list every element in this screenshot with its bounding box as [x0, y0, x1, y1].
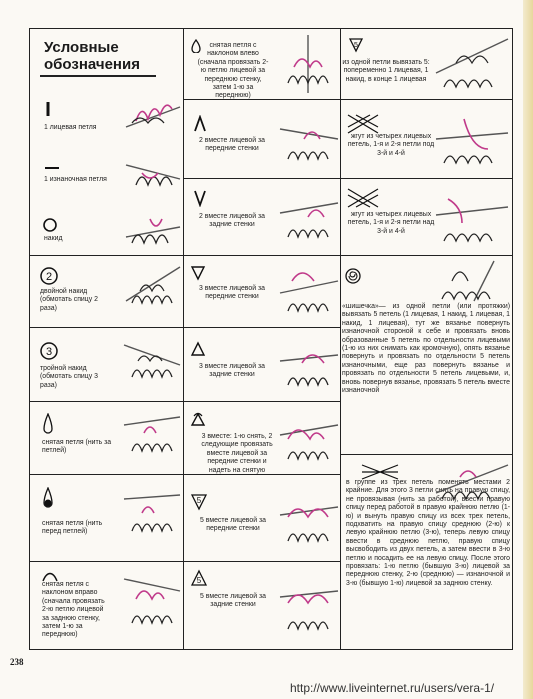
triple-yarn-over-illustration — [122, 335, 182, 383]
title-underline — [40, 75, 156, 77]
row-divider — [183, 327, 340, 328]
source-url: http://www.liveinternet.ru/users/vera-1/ — [290, 681, 495, 695]
k5tog-back-illustration — [278, 567, 340, 639]
slip-stitch-front-symbol-icon — [42, 487, 54, 509]
triple-yarn-over-label: тройной накид (обмотать спицу 3 раза) — [40, 365, 98, 389]
page-title: Условные обозначения — [44, 39, 140, 73]
slip-stitch-left-lean-label: снятая петля с наклоном влево (сначала провязать 2-ю петлю лицевой за переднюю стенку, затем 1-ю за переднюю) — [197, 42, 269, 100]
svg-text:5: 5 — [196, 576, 202, 585]
k5tog-back-label: 5 вместе лицевой за задние стенки — [200, 593, 266, 609]
knit-stitch-symbol-icon — [44, 101, 52, 117]
k2tog-back-illustration — [278, 187, 340, 243]
row-divider — [183, 401, 340, 402]
double-yarn-over-illustration — [122, 261, 182, 309]
k3tog-front-illustration — [278, 261, 340, 317]
bobble-label: «шишечка»— из одной петли (или протяжки) вывязать 5 петель (1 лицевая, 1 накид, 1 лицевая, 1 накид, 1 лицевая), тут же вязанье повернуть изнаночной стороной к себе и провязать вновь образованные 5 петель по отдельности лицевыми (1-ю из них снимать как кромочную), опять вязанье повернуть и провязать по отдельности 5 петель изнаночными, еще раз повернуть вязанье и провязать по отдельности 5 петель лицевыми, и, вновь повернув вязанье, провязать 5 петель вместе изнаночной — [342, 303, 510, 395]
yarn-over-symbol-icon — [42, 217, 58, 233]
bobble-illustration — [434, 259, 510, 303]
purl-stitch-label: 1 изнаночная петля — [44, 176, 107, 183]
cable-over-label: жгут из четырех лицевых петель, 1-я и 2-я петли над 3-й и 4-й — [347, 211, 435, 235]
purl-stitch-illustration — [122, 159, 182, 199]
double-yarn-over-label: двойной накид (обмотать спицу 2 раза) — [40, 288, 98, 312]
row-divider — [183, 255, 340, 256]
slip-stitch-back-label: снятая петля (нить за петлей) — [42, 439, 112, 455]
three-stitch-cross-illustration — [434, 457, 510, 501]
triple-yarn-over-symbol-icon — [39, 341, 59, 361]
k3tog-back-label: 3 вместе лицевой за задние стенки — [199, 363, 265, 379]
row-divider — [340, 255, 512, 256]
row-divider — [30, 327, 183, 328]
purl-stitch-symbol-icon — [44, 165, 60, 171]
row-divider — [30, 474, 183, 475]
increase-five-illustration — [434, 33, 510, 95]
column-divider — [183, 29, 184, 649]
cable-under-label: жгут из четырех лицевых петель, 1-я и 2-я петли под 3-й и 4-й — [347, 133, 435, 157]
slip-stitch-back-symbol-icon — [42, 413, 54, 435]
symbols-table — [29, 28, 513, 650]
increase-five-symbol-icon — [348, 37, 364, 53]
slip-stitch-right-lean-illustration — [122, 569, 182, 629]
k2tog-back-label: 2 вместе лицевой за задние стенки — [199, 213, 265, 229]
k5tog-front-label: 5 вместе лицевой за передние стенки — [200, 517, 266, 533]
k5tog-front-illustration — [278, 481, 340, 551]
cable-over-symbol-icon — [346, 187, 380, 209]
knit-stitch-label: 1 лицевая петля — [44, 124, 97, 131]
sk2p-label: 3 вместе: 1-ю снять, 2 следующие провязать вместе лицевой за передние стенки и надеть на снятую — [201, 433, 273, 474]
row-divider — [340, 454, 512, 455]
page-number: 238 — [10, 657, 24, 667]
k5tog-front-symbol-icon — [190, 493, 208, 511]
slip-stitch-left-lean-illustration — [278, 33, 340, 95]
slip-stitch-right-lean-label: снятая петля с наклоном вправо (сначала провязать 2-ю петлю лицевой за заднюю стенку, затем 1-ю за переднюю) — [42, 581, 105, 639]
sk2p-illustration — [278, 405, 340, 467]
row-divider — [30, 561, 183, 562]
three-stitch-cross-label: в группе из трех петель поменять местами 2 крайние. Для этого 3 петли снять на правую спицу, не провязывая (нить за работой), ввести правую спицу перед работой в правую крайнюю петлю (1-ю) и вынуть правую спицу из всех трех петель, подхватить на правую спицу среднюю (2-ю) к левую крайнюю петлю (3-ю), теперь левую спицу ввести в среднюю петлю, правую спицу высвободить из двух петель, а затем ввести в 3-ю петлю и посадить ее на левую спицу. После этого провязать: 1-ю петлю (бывшую 3-ю) лицевой за переднюю стенку, 2-ю (среднюю) — изнаночной и 3-ю (бывшую 1-ю) лицевой за заднюю стенку. — [346, 479, 510, 587]
yarn-over-illustration — [122, 211, 182, 251]
k2tog-back-symbol-icon — [193, 189, 207, 207]
cable-under-illustration — [434, 109, 510, 171]
column-divider — [340, 29, 341, 649]
cable-over-illustration — [434, 185, 510, 249]
svg-text:3: 3 — [45, 346, 53, 358]
double-yarn-over-symbol-icon — [39, 266, 59, 286]
svg-text:2: 2 — [45, 271, 53, 283]
slip-stitch-back-illustration — [122, 409, 182, 457]
increase-five-label: из одной петли вывязать 5: попеременно 1 лицевая, 1 накид, в конце 1 лицевая — [342, 59, 430, 83]
sk2p-symbol-icon — [190, 411, 206, 429]
k3tog-front-symbol-icon — [190, 265, 206, 281]
row-divider — [30, 401, 183, 402]
slip-stitch-front-illustration — [122, 485, 182, 537]
k3tog-back-symbol-icon — [190, 341, 206, 357]
slip-stitch-front-label: снятая петля (нить перед петлей) — [42, 520, 103, 536]
row-divider — [183, 561, 340, 562]
page-edge — [523, 0, 533, 699]
svg-text:5: 5 — [354, 42, 358, 49]
row-divider — [30, 255, 183, 256]
cable-under-symbol-icon — [346, 113, 380, 135]
row-divider — [183, 178, 340, 179]
k5tog-back-symbol-icon — [190, 569, 208, 587]
k3tog-back-illustration — [278, 333, 340, 391]
knit-stitch-illustration — [122, 93, 182, 133]
yarn-over-label: накид — [44, 235, 63, 242]
bobble-symbol-icon — [344, 267, 362, 285]
row-divider — [340, 99, 512, 100]
k2tog-front-illustration — [278, 109, 340, 165]
svg-text:5: 5 — [196, 496, 202, 505]
k2tog-front-label: 2 вместе лицевой за передние стенки — [199, 137, 265, 153]
k2tog-front-symbol-icon — [193, 115, 207, 133]
k3tog-front-label: 3 вместе лицевой за передние стенки — [199, 285, 265, 301]
row-divider — [340, 178, 512, 179]
